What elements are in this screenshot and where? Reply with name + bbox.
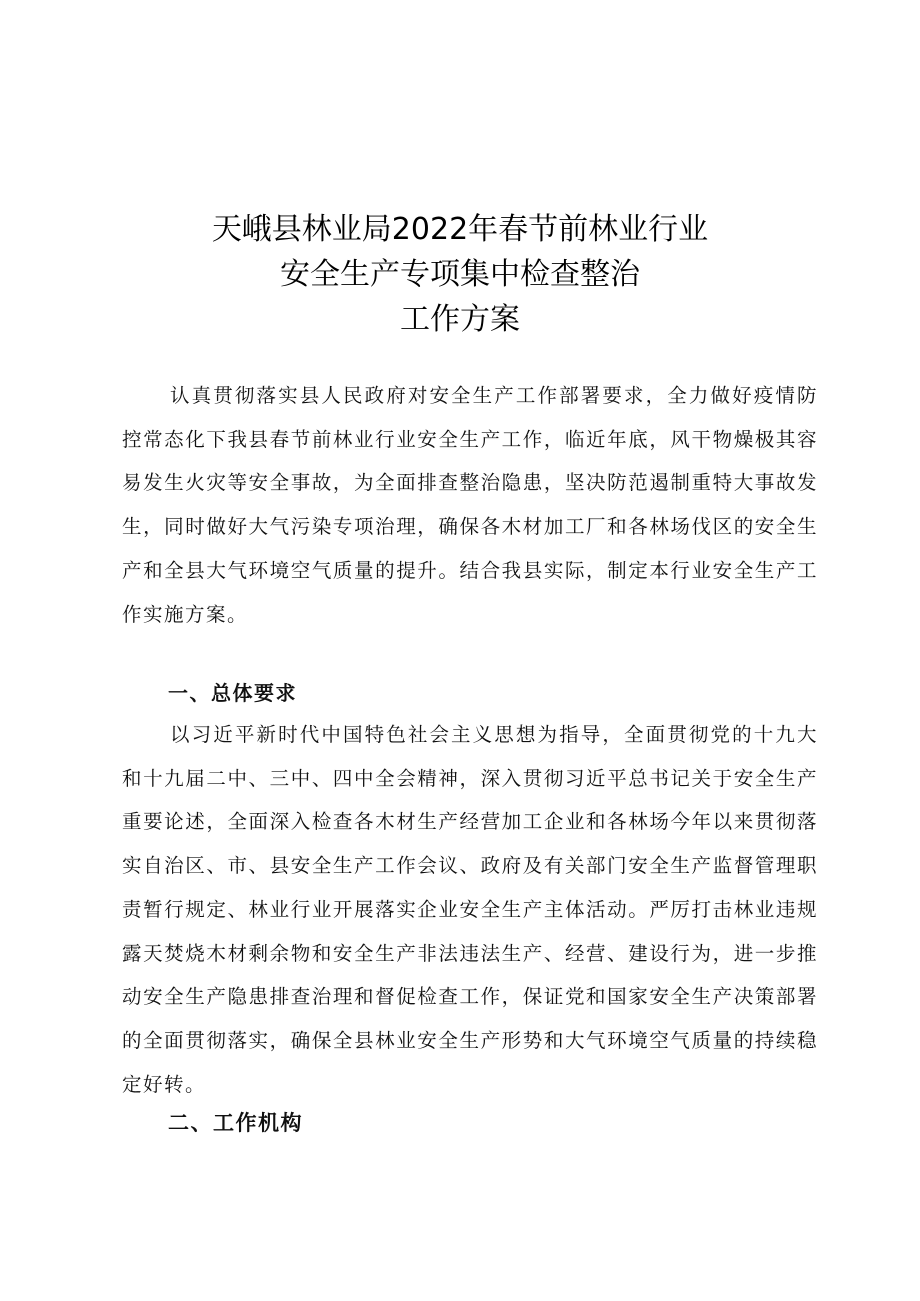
document-title-line-1: 天峨县林业局2022年春节前林业行业	[211, 212, 709, 247]
section-heading-general-requirements: 一、总体要求	[168, 681, 297, 705]
section-heading-work-organization: 二、工作机构	[168, 1111, 303, 1135]
general-requirements-paragraph: 以习近平新时代中国特色社会主义思想为指导，全面贯彻党的十九大和十九届二中、三中、四中全会精神，深入贯彻习近平总书记关于安全生产重要论述，全面深入检查各木材生产经营加工企业和各林场今年以来贯彻落实自治区、市、县安全生产工作会议、政府及有关部门安全生产监督管理职责暂行规定、林业行业开展落实企业安全生产主体活动。严厉打击林业违规露天焚烧木材剩余物和安全生产非法违法生产、经营、建设行为，进一步推动安全生产隐患排查治理和督促检查工作，保证党和国家安全生产决策部署的全面贯彻落实，确保全县林业安全生产形势和大气环境空气质量的持续稳定好转。	[122, 723, 818, 1096]
document-title-line-3: 工作方案	[400, 302, 520, 337]
document-title-line-2: 安全生产专项集中检查整治	[280, 257, 640, 292]
intro-paragraph: 认真贯彻落实县人民政府对安全生产工作部署要求，全力做好疫情防控常态化下我县春节前林业行业安全生产工作，临近年底，风干物燥极其容易发生火灾等安全事故，为全面排查整治隐患，坚决防范遏制重特大事故发生，同时做好大气污染专项治理，确保各木材加工厂和各林场伐区的安全生产和全县大气环境空气质量的提升。结合我县实际，制定本行业安全生产工作实施方案。	[122, 384, 818, 626]
